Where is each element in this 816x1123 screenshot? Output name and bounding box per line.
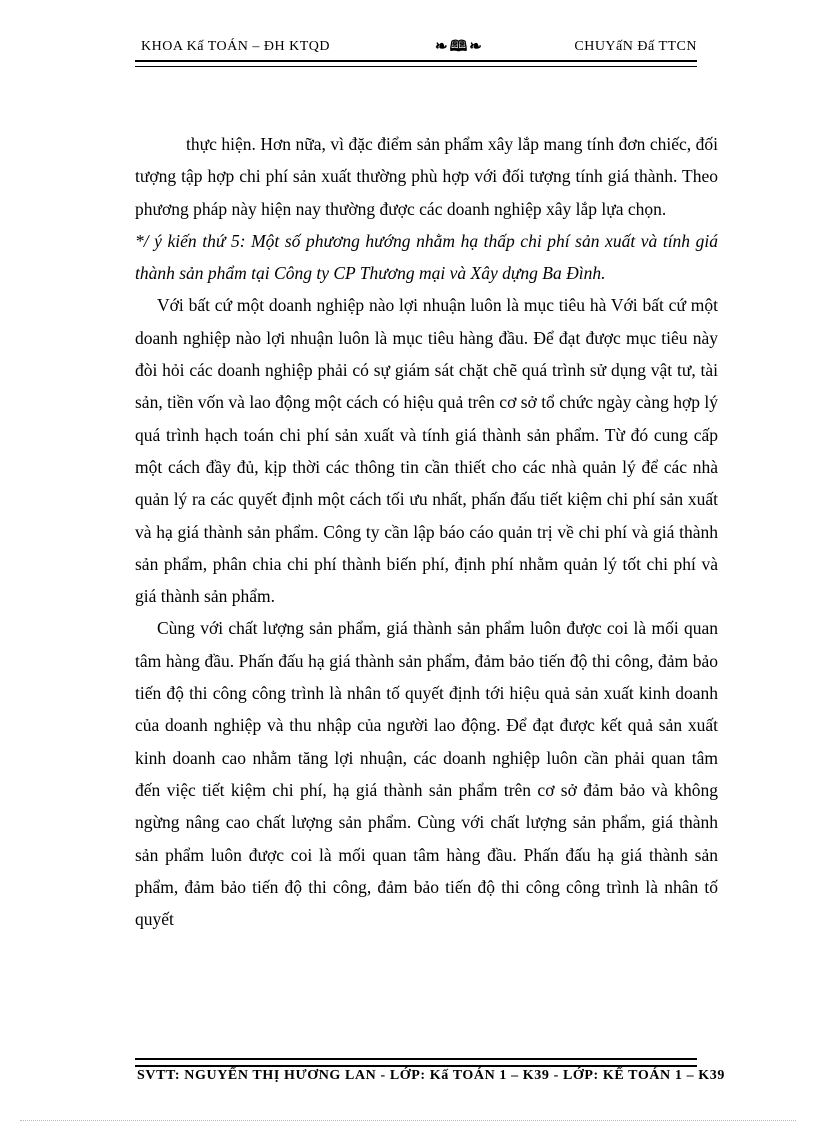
paragraph-1: thực hiện. Hơn nữa, vì đặc điểm sản phẩm xây lắp mang tính đơn chiếc, đối tượng tập hợp chi phí sản xuất thường phù hợp với đối tượng tính giá thành. Theo phương pháp này hiện nay thường được các doanh nghiệp xây lắp lựa chọn.	[135, 134, 718, 219]
page-footer: SVTT: NGUYẾN THỊ HƯƠNG LAN - LỚP: Kấ TOÁN 1 – K39 - LỚP: KẾ TOÁN 1 – K39	[137, 1068, 725, 1083]
page-edge-dots	[20, 1120, 796, 1121]
header-rule	[135, 60, 697, 67]
footer-rule	[135, 1058, 697, 1067]
page-header	[135, 36, 697, 58]
header-ornament-icon: ❧🕮❧	[435, 39, 484, 55]
paragraph-3: Cùng với chất lượng sản phẩm, giá thành sản phẩm luôn được coi là mối quan tâm hàng đầu. Phấn đấu hạ giá thành sản phẩm, đảm bảo tiến độ thi công, đảm bảo tiến độ thi công công trình là nhân tố quyết định tới hiệu quả sản xuất kinh doanh của doanh nghiệp và thu nhập của người lao động. Để đạt được kết quả sản xuất kinh doanh cao nhằm tăng lợi nhuận, các doanh nghiệp luôn cần phải quan tâm đến việc tiết kiệm chi phí, hạ giá thành sản phẩm trên cơ sở đảm bảo và không ngừng nâng cao chất lượng sản phẩm. Cùng với chất lượng sản phẩm, giá thành sản phẩm luôn được coi là mối quan tâm hàng đầu. Phấn đấu hạ giá thành sản phẩm, đảm bảo tiến độ thi công, đảm bảo tiến độ thi công công trình là nhân tố quyết	[135, 618, 718, 930]
paragraph-2: Với bất cứ một doanh nghiệp nào lợi nhuận luôn là mục tiêu hà Với bất cứ một doanh nghiệp nào lợi nhuận luôn là mục tiêu hàng đầu. Để đạt được mục tiêu này đòi hỏi các doanh nghiệp phải có sự giám sát chặt chẽ quá trình sử dụng vật tư, tài sản, tiền vốn và lao động một cách có hiệu quả trên cơ sở tổ chức ngày càng hợp lý quá trình hạch toán chi phí sản xuất và tính giá thành sản phẩm. Từ đó cung cấp một cách đầy đủ, kịp thời các thông tin cần thiết cho các nhà quản lý để các nhà quản lý ra các quyết định một cách tối ưu nhất, phấn đấu tiết kiệm chi phí sản xuất và hạ giá thành sản phẩm. Công ty cần lập báo cáo quản trị về chi phí và giá thành sản phẩm, phân chia chi phí thành biến phí, định phí nhằm quản lý tốt chi phí và giá thành sản phẩm.	[135, 295, 718, 607]
opinion-heading: */ ý kiến thứ 5: Một số phương hướng nhằm hạ thấp chi phí sản xuất và tính giá thành sản phẩm tại Công ty CP Thương mại và Xây dựng Ba Đình.	[135, 230, 718, 284]
header-faculty: KHOA Kấ TOÁN – ĐH KTQD	[141, 39, 330, 54]
body-text	[135, 128, 718, 935]
header-report-type: CHUYấN Đấ TTCN	[574, 39, 697, 54]
